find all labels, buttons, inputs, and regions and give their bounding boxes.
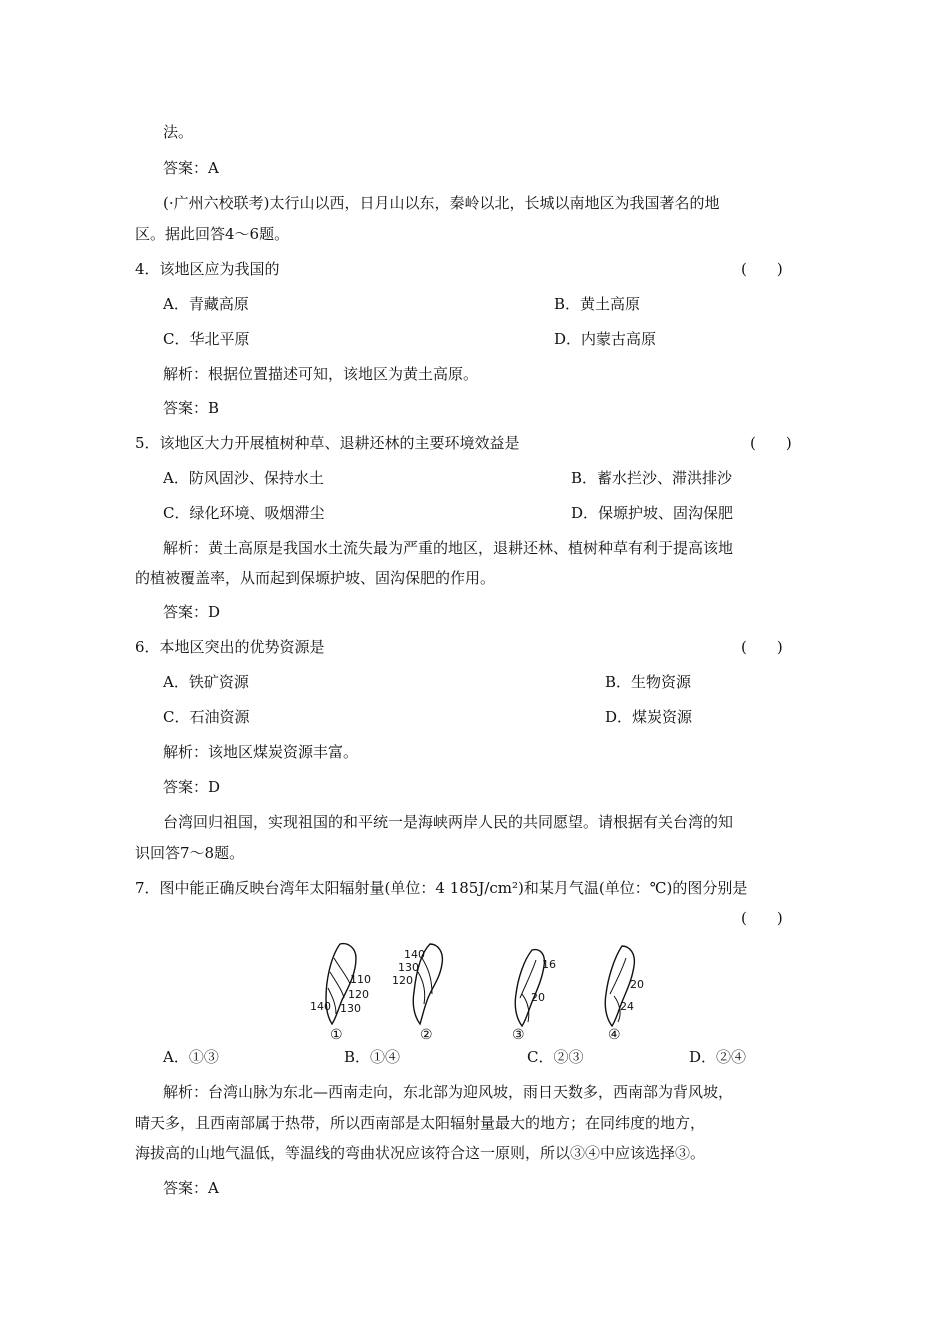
q4-option-a: A．青藏高原	[163, 295, 249, 313]
prev-answer: 答案：A	[163, 159, 219, 177]
intro-paragraph-line1: (·广州六校联考)太行山以西，日月山以东，秦岭以北，长城以南地区为我国著名的地	[163, 194, 720, 212]
q4-option-d: D．内蒙古高原	[554, 330, 657, 348]
map2-value-120: 120	[392, 974, 413, 987]
intro2-paragraph-line2: 识回答7～8题。	[135, 844, 245, 862]
map4-label: ④	[608, 1027, 621, 1043]
taiwan-maps-figure	[300, 938, 670, 1046]
map1-value-120: 120	[348, 988, 369, 1001]
q5-option-a: A．防风固沙、保持水土	[163, 469, 324, 487]
map2-value-130: 130	[398, 961, 419, 974]
q4-stem: 4．该地区应为我国的	[135, 260, 280, 278]
taiwan-map-4	[605, 946, 644, 1043]
q5-analysis-line1: 解析：黄土高原是我国水土流失最为严重的地区，退耕还林、植树种草有利于提高该地	[163, 539, 734, 557]
q5-analysis-line2: 的植被覆盖率，从而起到保塬护坡、固沟保肥的作用。	[135, 569, 496, 587]
q7-option-a: A．①③	[163, 1048, 219, 1066]
intro2-paragraph-line1: 台湾回归祖国，实现祖国的和平统一是海峡两岸人民的共同愿望。请根据有关台湾的知	[163, 813, 734, 831]
q7-answer: 答案：A	[163, 1179, 219, 1197]
q4-answer: 答案：B	[163, 399, 220, 417]
q5-option-c: C．绿化环境、吸烟滞尘	[163, 504, 325, 522]
map1-value-140: 140	[310, 1000, 331, 1013]
q6-option-b: B．生物资源	[605, 673, 692, 691]
q4-analysis: 解析：根据位置描述可知，该地区为黄土高原。	[163, 365, 479, 383]
q7-option-c: C．②③	[527, 1048, 584, 1066]
q5-answer-blank: ( )	[750, 434, 792, 452]
map1-label: ①	[330, 1027, 343, 1043]
taiwan-map-1	[310, 944, 371, 1043]
q4-answer-blank: ( )	[741, 260, 783, 278]
map1-value-130: 130	[340, 1002, 361, 1015]
q7-option-b: B．①④	[344, 1048, 401, 1066]
map4-value-20: 20	[630, 978, 644, 991]
q7-answer-blank: ( )	[741, 909, 783, 927]
q5-answer: 答案：D	[163, 603, 221, 621]
taiwan-map-2	[392, 944, 442, 1043]
map4-value-24: 24	[620, 1000, 634, 1013]
intro-paragraph-line2: 区。据此回答4～6题。	[135, 225, 290, 243]
q7-analysis-line3: 海拔高的山地气温低，等温线的弯曲状况应该符合这一原则，所以③④中应该选择③。	[135, 1144, 706, 1162]
q6-option-c: C．石油资源	[163, 708, 250, 726]
q6-option-d: D．煤炭资源	[605, 708, 693, 726]
q5-option-b: B．蓄水拦沙、滞洪排沙	[571, 469, 733, 487]
map2-label: ②	[420, 1027, 433, 1043]
q5-stem: 5．该地区大力开展植树种草、退耕还林的主要环境效益是	[135, 434, 520, 452]
q4-option-b: B．黄土高原	[554, 295, 641, 313]
map3-value-16: 16	[542, 958, 556, 971]
q7-analysis-line1: 解析：台湾山脉为东北—西南走向，东北部为迎风坡，雨日天数多，西南部为背风坡，	[163, 1083, 734, 1101]
prev-analysis-end: 法。	[163, 123, 194, 141]
q7-analysis-line2: 晴天多，且西南部属于热带，所以西南部是太阳辐射量最大的地方；在同纬度的地方，	[135, 1114, 706, 1132]
q7-option-d: D．②④	[689, 1048, 747, 1066]
map3-label: ③	[512, 1027, 525, 1043]
map2-value-140: 140	[404, 948, 425, 961]
q6-option-a: A．铁矿资源	[163, 673, 249, 691]
map1-value-110: 110	[350, 973, 371, 986]
q6-stem: 6．本地区突出的优势资源是	[135, 638, 325, 656]
q5-option-d: D．保塬护坡、固沟保肥	[571, 504, 734, 522]
q4-option-c: C．华北平原	[163, 330, 250, 348]
q6-answer-blank: ( )	[741, 638, 783, 656]
q6-answer: 答案：D	[163, 778, 221, 796]
taiwan-map-3	[512, 950, 556, 1043]
q6-analysis: 解析：该地区煤炭资源丰富。	[163, 743, 359, 761]
map3-value-20: 20	[531, 991, 545, 1004]
q7-stem: 7．图中能正确反映台湾年太阳辐射量(单位：4 185J/cm²)和某月气温(单位：℃)的图分别是	[135, 879, 748, 897]
